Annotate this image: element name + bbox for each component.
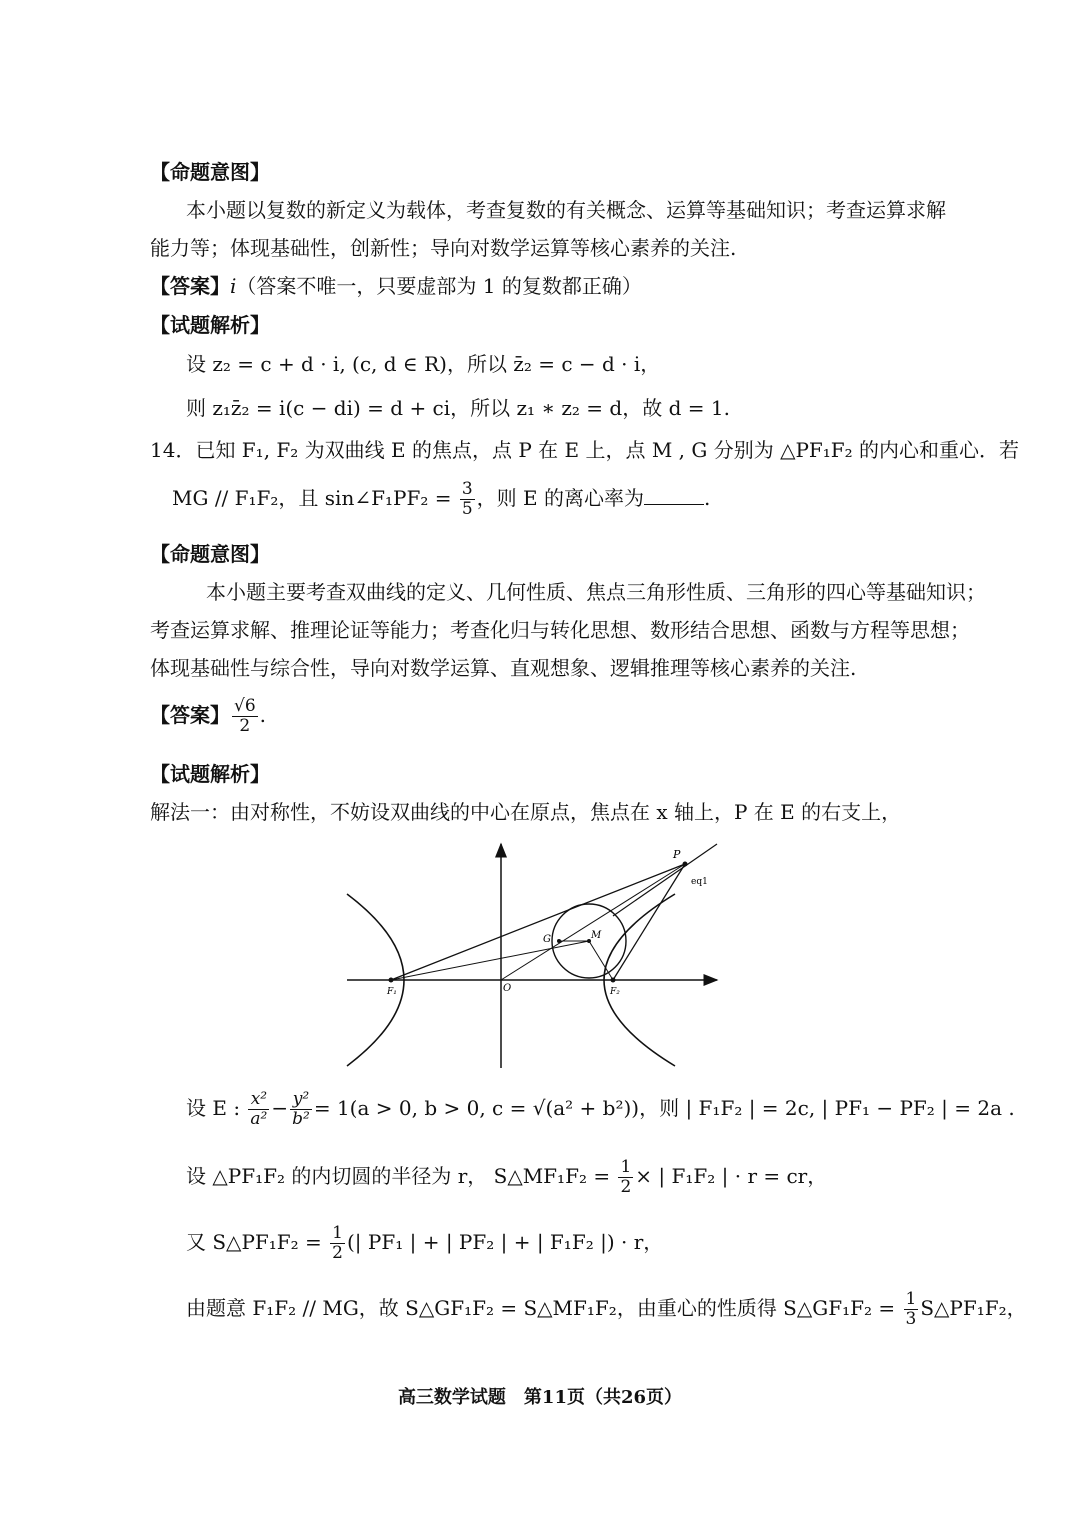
fraction-x-over-a — [248, 1090, 269, 1129]
fraction-numerator: 3 — [461, 479, 473, 499]
fraction-numerator: 1 — [620, 1157, 632, 1177]
fraction-denominator: 2 — [239, 716, 251, 736]
label-g: G — [543, 934, 551, 945]
segment-o-p — [501, 864, 685, 980]
question-14-line1: 14．已知 F₁, F₂ 为双曲线 E 的焦点，点 P 在 E 上，点 M , G 分别为 △PF₁F₂ 的内心和重心．若 — [150, 438, 1020, 462]
answer-line — [150, 272, 642, 300]
point-g — [557, 939, 561, 943]
set-prefix: 设 E : — [186, 1096, 241, 1120]
paragraph-intent2-line1: 本小题主要考查双曲线的定义、几何性质、焦点三角形性质、三角形的四心等基础知识； — [206, 580, 986, 604]
answer-label: 【答案】 — [150, 274, 230, 298]
label-eq1: eq1 — [691, 877, 708, 887]
area-line — [186, 1224, 663, 1263]
fraction-denominator: b² — [292, 1109, 310, 1129]
label-m: M — [591, 930, 602, 941]
point-p — [683, 862, 688, 867]
fraction-one-half — [618, 1158, 633, 1197]
centroid-suffix: S△PF₁F₂， — [920, 1296, 1027, 1320]
paragraph-intent2-line3: 体现基础性与综合性，导向对数学运算、直观想象、逻辑推理等核心素养的关注. — [150, 656, 857, 680]
fraction-denominator: 2 — [620, 1177, 632, 1197]
point-f1 — [389, 978, 394, 983]
segment-f2-m — [589, 941, 613, 980]
answer-label-2: 【答案】 — [150, 703, 230, 727]
fraction-one-half-2 — [330, 1224, 345, 1263]
label-f2: F₂ — [610, 987, 620, 997]
fraction-denominator: 3 — [905, 1309, 917, 1329]
fraction-numerator: 1 — [905, 1289, 917, 1309]
paragraph-intent-line2: 能力等；体现基础性，创新性；导向对数学运算等核心素养的关注. — [150, 236, 737, 260]
page-footer: 高三数学试题 第11页（共26页） — [397, 1387, 683, 1408]
fraction-one-third — [904, 1290, 919, 1329]
hyperbola-equation-line — [186, 1090, 1015, 1129]
fraction-numerator: 1 — [332, 1223, 343, 1243]
section-heading-intent: 【命题意图】 — [150, 160, 270, 184]
paragraph-intent-line1: 本小题以复数的新定义为载体，考查复数的有关概念、运算等基础知识；考查运算求解 — [186, 198, 946, 222]
minus-sign: − — [271, 1096, 289, 1120]
segment-f1-p — [391, 864, 685, 980]
answer-end: . — [259, 703, 267, 727]
section-heading-analysis-2: 【试题解析】 — [150, 762, 270, 786]
question-14-ask: ，则 E 的离心率为 — [476, 486, 644, 510]
incircle-suffix: × | F₁F₂ | · r = cr， — [635, 1164, 828, 1188]
answer-fraction — [232, 697, 258, 736]
area-suffix: (| PF₁ | + | PF₂ | + | F₁F₂ |) · r， — [347, 1230, 664, 1254]
answer-line-2 — [150, 697, 266, 736]
answer-note: （答案不唯一，只要虚部为 1 的复数都正确） — [236, 274, 642, 298]
fraction-three-fifths — [460, 480, 475, 519]
answer-blank — [644, 486, 704, 505]
centroid-prefix: 由题意 F₁F₂ // MG，故 S△GF₁F₂ = S△MF₁F₂，由重心的性质得 S△GF₁F₂ = — [186, 1296, 896, 1320]
segment-f1-m — [391, 941, 589, 980]
hyperbola-figure — [345, 838, 745, 1078]
section-heading-intent-2: 【命题意图】 — [150, 542, 270, 566]
set-suffix: = 1(a > 0, b > 0, c = √(a² + b²))，则 | F₁F₂ | = 2c, | PF₁ − PF₂ | = 2a . — [313, 1096, 1015, 1120]
centroid-line — [186, 1290, 1027, 1329]
fraction-denominator: 2 — [332, 1243, 343, 1263]
fraction-numerator: √6 — [234, 696, 256, 716]
fraction-y-over-b — [290, 1090, 312, 1129]
fraction-numerator: y² — [290, 1090, 312, 1110]
segment-f2-p — [613, 864, 685, 980]
question-14-line2 — [172, 480, 710, 519]
fraction-denominator: a² — [250, 1109, 268, 1129]
answer-value: i — [230, 274, 237, 298]
label-p: P — [673, 848, 681, 861]
equation-line-2: 则 z₁z̄₂ = i(c − di) = d + ci，所以 z₁ ∗ z₂ = d，故 d = 1. — [186, 396, 730, 420]
equation-line-1: 设 z₂ = c + d · i, (c, d ∈ R)，所以 z̄₂ = c − d · i， — [186, 352, 661, 376]
fraction-numerator: x² — [248, 1090, 269, 1110]
question-14-end: . — [703, 486, 711, 510]
point-f2 — [611, 978, 616, 983]
section-heading-analysis: 【试题解析】 — [150, 313, 270, 337]
paragraph-intent2-line2: 考查运算求解、推理论证等能力；考查化归与转化思想、数形结合思想、函数与方程等思想； — [150, 618, 970, 642]
incircle-radius-line — [186, 1158, 827, 1197]
incircle-prefix: 设 △PF₁F₂ 的内切圆的半径为 r， S△MF₁F₂ = — [186, 1164, 611, 1188]
question-14-condition: MG // F₁F₂，且 sin∠F₁PF₂ = — [172, 486, 452, 510]
fraction-denominator: 5 — [461, 499, 473, 519]
area-prefix: 又 S△PF₁F₂ = — [186, 1230, 322, 1254]
solution-intro: 解法一：由对称性，不妨设双曲线的中心在原点，焦点在 x 轴上，P 在 E 的右支上， — [150, 800, 902, 824]
label-f1: F₁ — [387, 987, 397, 997]
label-o: O — [503, 983, 512, 994]
